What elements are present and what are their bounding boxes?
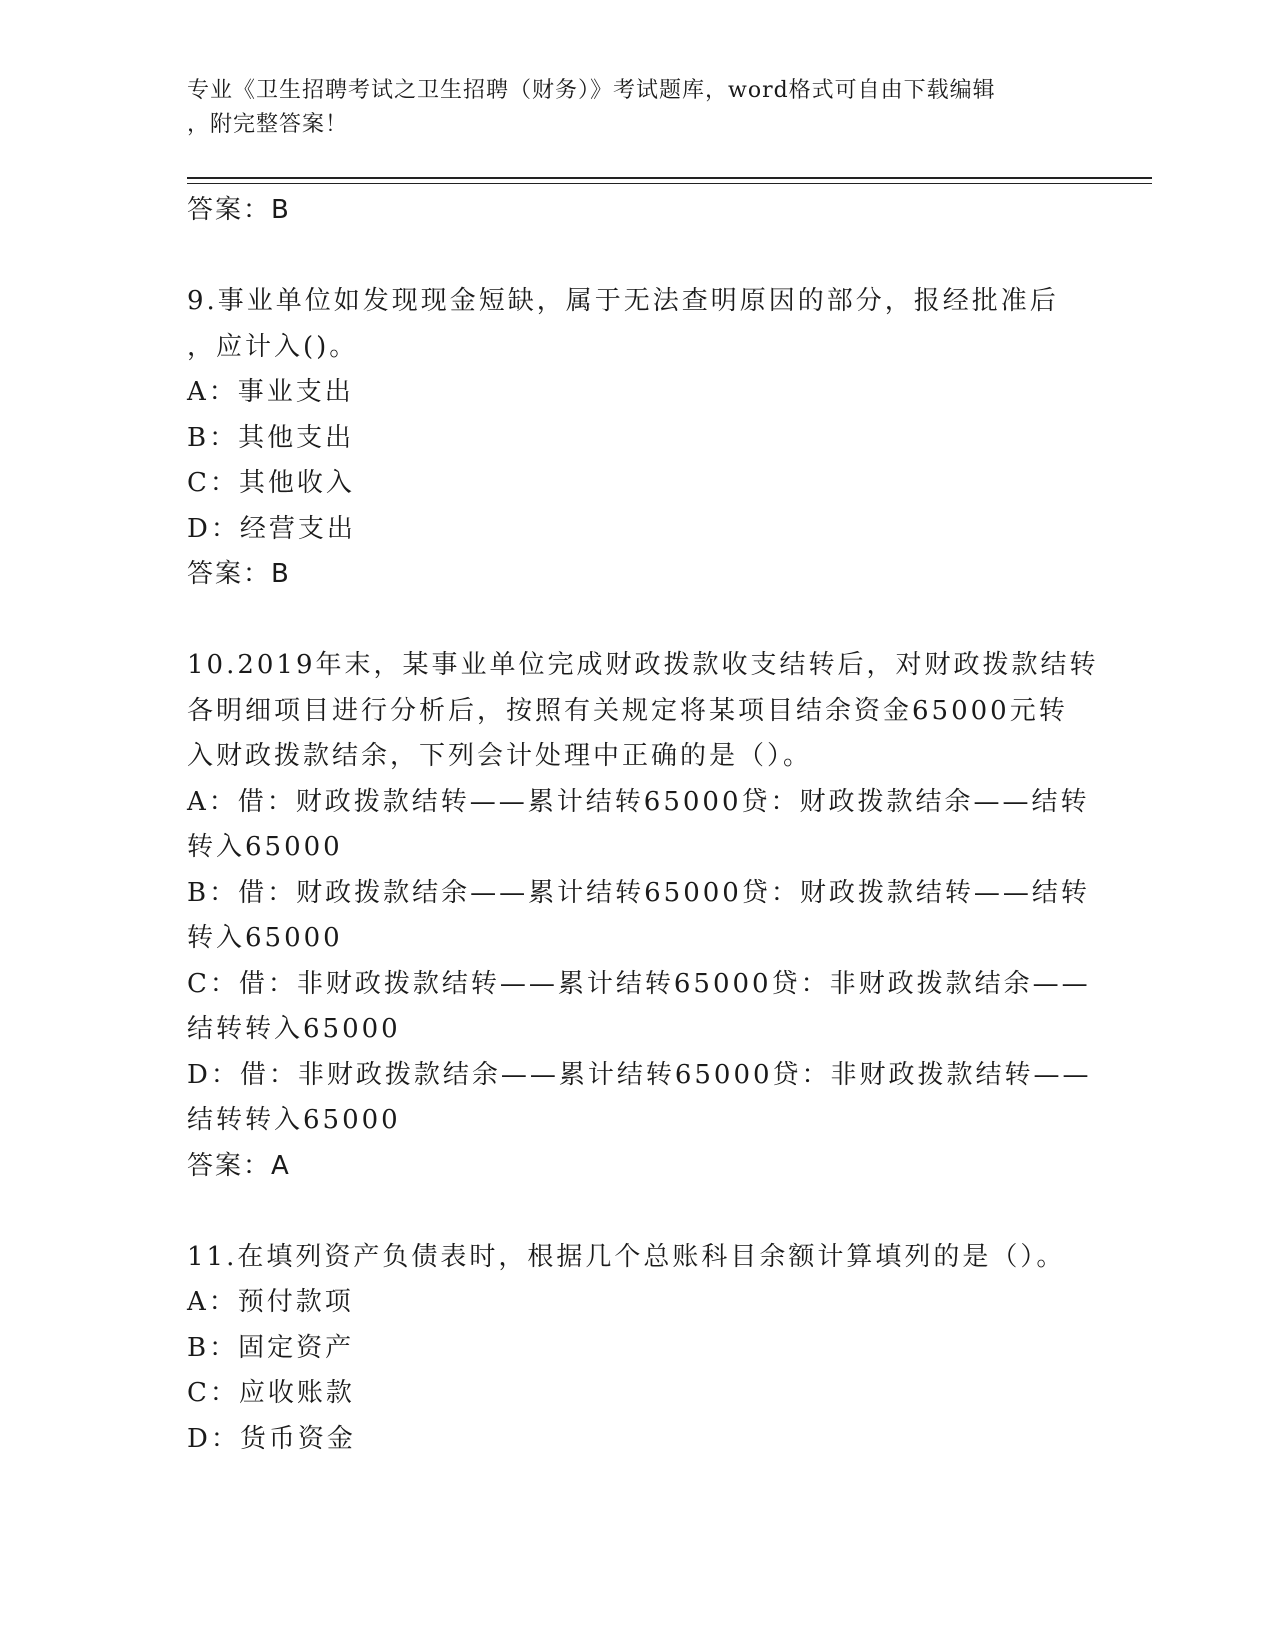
option-c: C：应收账款 <box>187 1378 355 1408</box>
spacer <box>187 234 1087 280</box>
option-a-continued: 转入65000 <box>187 832 343 862</box>
option-a: A：事业支出 <box>187 377 354 407</box>
option-d-continued: 结转转入65000 <box>187 1105 401 1135</box>
header-divider-thick <box>187 177 1152 179</box>
answer-label: 答案：B <box>187 195 291 225</box>
question-text: 各明细项目进行分析后，按照有关规定将某项目结余资金65000元转 <box>187 695 1068 726</box>
spacer <box>187 598 1087 644</box>
question-11 <box>187 1235 1087 1463</box>
question-10 <box>187 643 1099 1189</box>
question-text: 10.2019年末，某事业单位完成财政拨款收支结转后，对财政拨款结转 <box>187 650 1099 680</box>
question-text: 入财政拨款结余，下列会计处理中正确的是（）。 <box>187 741 813 771</box>
question-text: 11.在填列资产负债表时，根据几个总账科目余额计算填列的是（）。 <box>187 1241 1066 1272</box>
question-list <box>187 188 1099 1462</box>
option-b: B：固定资产 <box>187 1332 355 1363</box>
question-text: ，应计入()。 <box>187 331 359 362</box>
option-d: D：经营支出 <box>187 513 356 544</box>
option-a: A：借：财政拨款结转——累计结转65000贷：财政拨款结余——结转 <box>187 786 1090 817</box>
option-d: D：借：非财政拨款结余——累计结转65000贷：非财政拨款结转—— <box>187 1059 1092 1090</box>
header-divider-thin <box>187 183 1152 184</box>
spacer <box>187 1189 1087 1235</box>
option-b: B：其他支出 <box>187 422 355 453</box>
answer-label: 答案：A <box>187 1150 291 1181</box>
option-c-continued: 结转转入65000 <box>187 1014 401 1044</box>
header-line-2: ，附完整答案！ <box>187 112 349 137</box>
option-d: D：货币资金 <box>187 1423 356 1454</box>
document-header <box>187 74 1067 142</box>
option-c: C：其他收入 <box>187 468 355 498</box>
option-b-continued: 转入65000 <box>187 923 343 953</box>
option-b: B：借：财政拨款结余——累计结转65000贷：财政拨款结转——结转 <box>187 877 1090 908</box>
question-9 <box>187 279 1087 598</box>
option-a: A：预付款项 <box>187 1287 354 1317</box>
header-line-1: 专业《卫生招聘考试之卫生招聘（财务）》考试题库，word格式可自由下载编辑 <box>187 78 996 103</box>
option-c: C：借：非财政拨款结转——累计结转65000贷：非财政拨款结余—— <box>187 968 1091 999</box>
question-text: 9.事业单位如发现现金短缺，属于无法查明原因的部分，报经批准后 <box>187 286 1059 316</box>
answer-label: 答案：B <box>187 559 291 589</box>
